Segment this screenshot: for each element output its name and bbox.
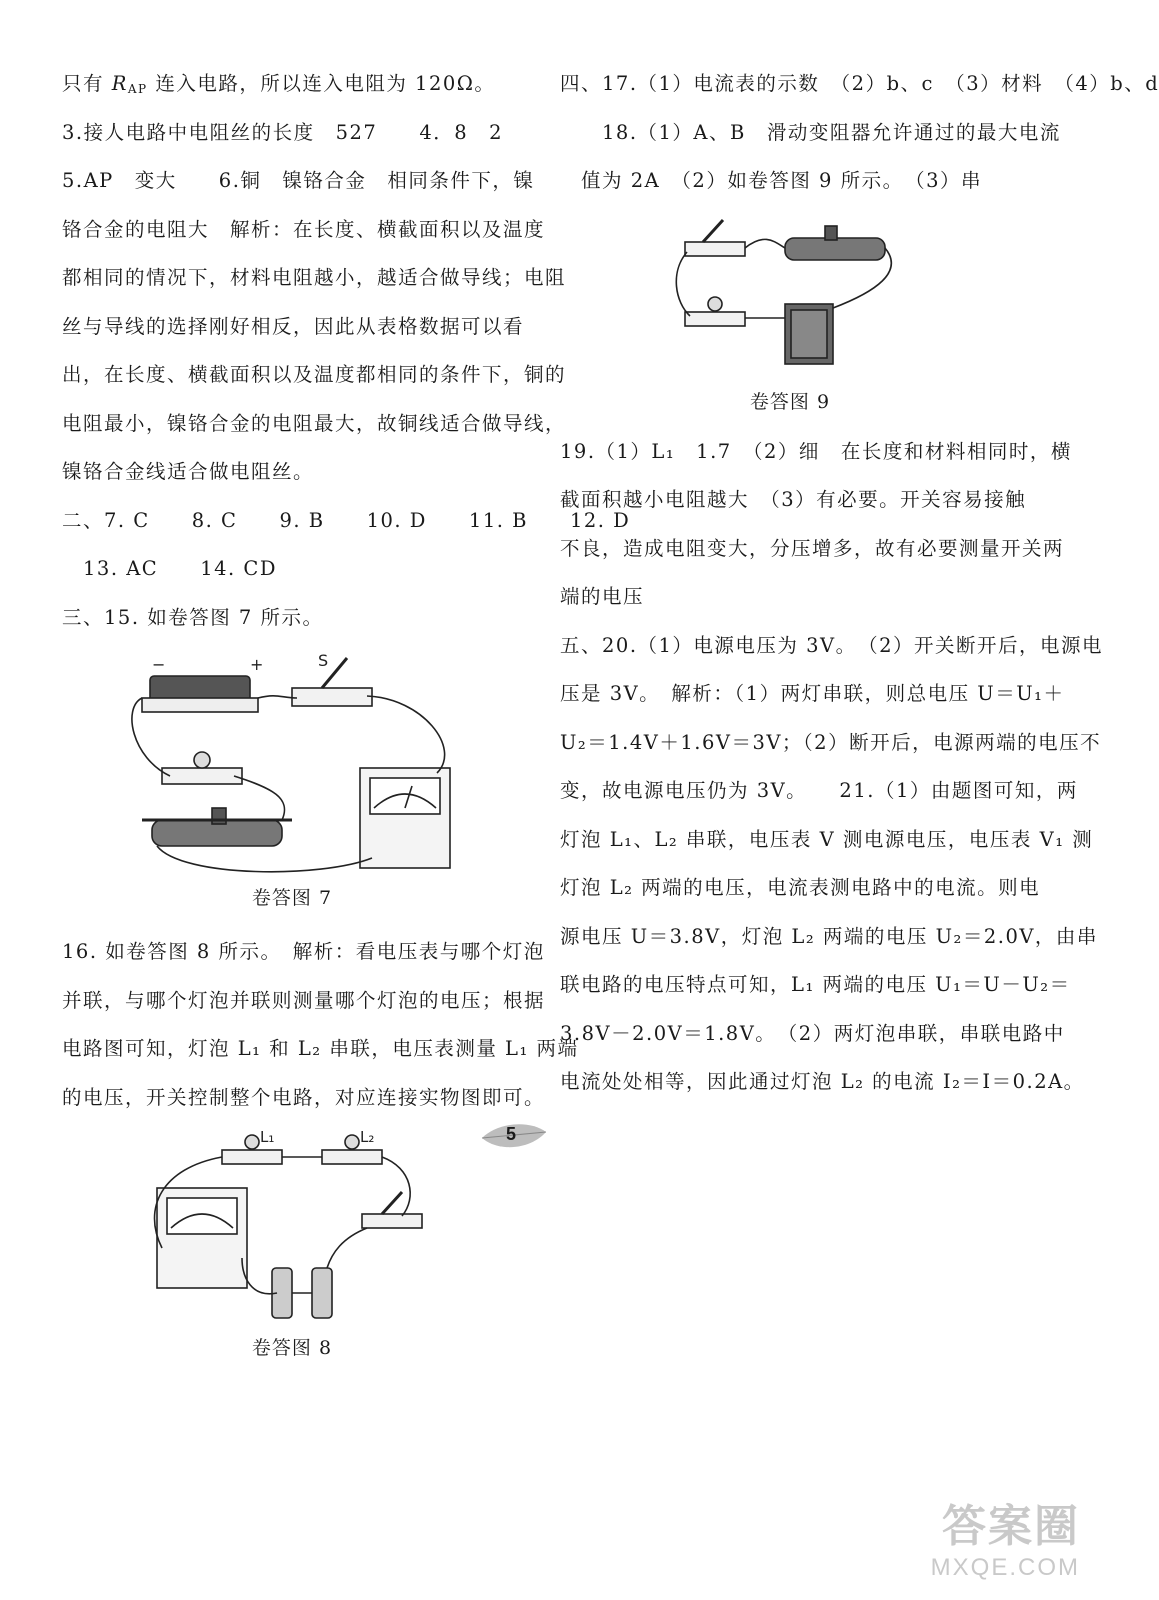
text-line: 联电路的电压特点可知，L₁ 两端的电压 U₁＝U－U₂＝ xyxy=(560,973,1071,996)
left-column xyxy=(62,60,631,1368)
right-text-block-2 xyxy=(560,428,1104,1107)
text-line: 电流处处相等，因此通过灯泡 L₂ 的电流 I₂＝I＝0.2A。 xyxy=(560,1070,1085,1093)
figure-8 xyxy=(142,1128,442,1328)
text-line: 铬合金的电阻大 解析：在长度、横截面积以及温度 xyxy=(62,217,546,241)
text-line: 13. AC 14. CD xyxy=(62,557,277,580)
text-line: 16. 如卷答图 8 所示。 解析：看电压表与哪个灯泡 xyxy=(62,940,545,963)
text-line: 三、15. 如卷答图 7 所示。 xyxy=(62,605,324,629)
text-line: 19.（1）L₁ 1.7 （2）细 在长度和材料相同时，横 xyxy=(560,439,1072,463)
text-line: 5.AP 变大 6.铜 镍铬合金 相同条件下，镍 xyxy=(62,169,535,192)
figure-9 xyxy=(675,212,905,382)
text-line: 五、20.（1）电源电压为 3V。 （2）开关断开后，电源电 xyxy=(560,633,1104,657)
text-line: 3.8V－2.0V＝1.8V。 （2）两灯泡串联，串联电路中 xyxy=(560,1021,1065,1045)
left-text-block-2 xyxy=(62,928,579,1122)
text-line: 电路图可知，灯泡 L₁ 和 L₂ 串联，电压表测量 L₁ 两端 xyxy=(62,1037,579,1060)
right-text-block xyxy=(560,60,1159,206)
text-line: 镍铬合金线适合做电阻丝。 xyxy=(62,460,315,483)
text-line: 截面积越小电阻越大 （3）有必要。开关容易接触 xyxy=(560,488,1027,511)
circuit-diagram-9 xyxy=(675,212,905,382)
text-line: 灯泡 L₂ 两端的电压，电流表测电路中的电流。则电 xyxy=(560,876,1041,899)
battery-plus-label: + xyxy=(250,655,264,674)
right-column xyxy=(560,60,1159,1107)
text-line: 源电压 U＝3.8V，灯泡 L₂ 两端的电压 U₂＝2.0V，由串 xyxy=(560,924,1098,948)
text-line: 都相同的情况下，材料电阻越小，越适合做导线；电阻 xyxy=(62,266,567,289)
text-line: 并联，与哪个灯泡并联则测量哪个灯泡的电压；根据 xyxy=(62,988,546,1012)
circuit-diagram-7 xyxy=(122,648,462,878)
watermark-logo-text: 答案圈 xyxy=(942,1502,1080,1551)
page-number-badge xyxy=(478,1118,550,1154)
text-line: 压是 3V。 解析：（1）两灯串联，则总电压 U＝U₁＋ xyxy=(560,682,1065,705)
text-line: 二、7. C 8. C 9. B 10. D 11. B 12. D xyxy=(62,508,631,532)
text-line: 18.（1）A、B 滑动变阻器允许通过的最大电流 xyxy=(560,120,1061,144)
text-line: 的电压，开关控制整个电路，对应连接实物图即可。 xyxy=(62,1085,546,1109)
figure-9-caption: 卷答图 9 xyxy=(749,390,831,413)
text-line: 电阻最小，镍铬合金的电阻最大，故铜线适合做导线， xyxy=(62,411,567,435)
figure-8-caption: 卷答图 8 xyxy=(251,1337,333,1359)
figure-7-caption: 卷答图 7 xyxy=(251,887,333,909)
text-line: 值为 2A （2）如卷答图 9 所示。 （3）串 xyxy=(560,169,983,192)
switch-label: S xyxy=(318,651,329,670)
text-line: 只有 $R_{AP}$ 连入电路，所以连入电阻为 120Ω。 xyxy=(62,72,496,96)
text-line: 不良，造成电阻变大，分压增多，故有必要测量开关两 xyxy=(560,536,1065,560)
watermark xyxy=(890,1490,1080,1582)
text-line: 出，在长度、横截面积以及温度都相同的条件下，铜的 xyxy=(62,363,567,386)
text-line: 丝与导线的选择刚好相反，因此从表格数据可以看 xyxy=(62,314,525,338)
text-line: U₂＝1.4V＋1.6V＝3V；（2）断开后，电源两端的电压不 xyxy=(560,730,1102,754)
bulb-l2-label: L₂ xyxy=(360,1128,375,1146)
watermark-url: MXQE.COM xyxy=(930,1554,1080,1581)
bulb-l1-label: L₁ xyxy=(260,1128,275,1146)
text-line: 3.接人电路中电阻丝的长度 527 4．8 2 xyxy=(62,120,504,144)
text-line: 端的电压 xyxy=(560,585,645,608)
figure-7 xyxy=(122,648,462,878)
circuit-diagram-8 xyxy=(142,1128,442,1328)
battery-minus-label: − xyxy=(152,655,166,674)
text-line: 四、17.（1）电流表的示数 （2）b、c （3）材料 （4）b、d xyxy=(560,72,1159,95)
text-line: 灯泡 L₁、L₂ 串联，电压表 V 测电源电压，电压表 V₁ 测 xyxy=(560,827,1094,851)
text-line: 变，故电源电压仍为 3V。 21.（1）由题图可知，两 xyxy=(560,779,1078,802)
page-number: 5 xyxy=(506,1124,517,1144)
